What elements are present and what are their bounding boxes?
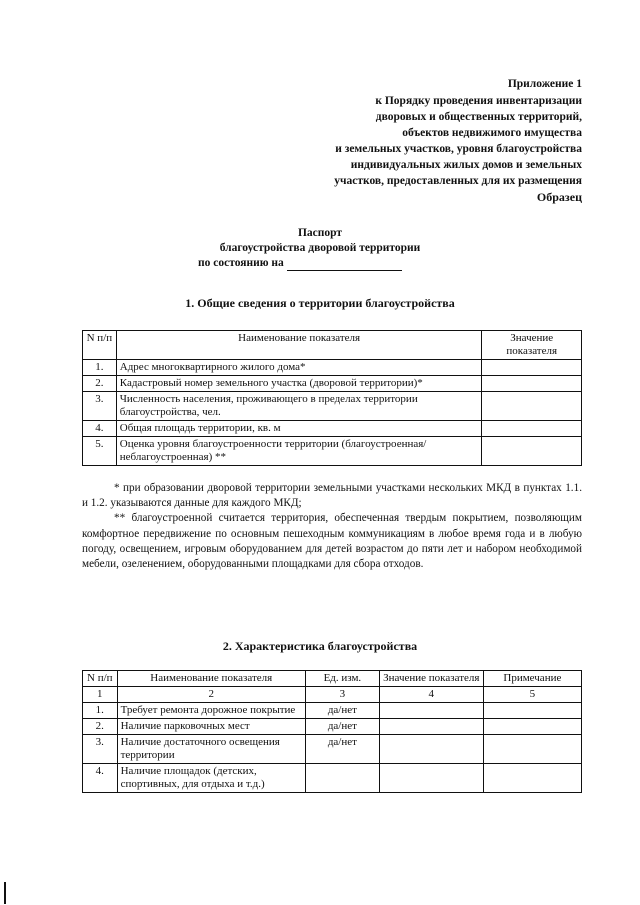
passport-date-label: по состоянию на [198, 257, 284, 269]
header-value: Значение показателя [379, 671, 483, 687]
appendix-line: объектов недвижимого имущества [402, 127, 582, 139]
row-unit: да/нет [305, 703, 379, 719]
row-value-cell[interactable] [379, 735, 483, 764]
row-n: 1. [83, 703, 118, 719]
row-n: 2. [83, 719, 118, 735]
row-note-cell[interactable] [483, 703, 581, 719]
row-name: Наличие парковочных мест [117, 719, 305, 735]
row-value-cell[interactable] [482, 437, 582, 466]
col-number: 4 [379, 687, 483, 703]
page-edge-mark [4, 882, 6, 904]
table-header-row [83, 671, 582, 687]
section1-title: 1. Общие сведения о территории благоустройства [185, 296, 455, 310]
appendix-line: участков, предоставленных для их размещения [334, 175, 582, 187]
row-name: Общая площадь территории, кв. м [116, 421, 482, 437]
general-info-table [82, 330, 582, 466]
row-value-cell[interactable] [482, 421, 582, 437]
table-row [83, 437, 582, 466]
appendix-line: и земельных участков, уровня благоустройства [335, 143, 582, 155]
header-value: Значение показателя [482, 331, 582, 360]
row-n: 5. [83, 437, 117, 466]
row-n: 3. [83, 735, 118, 764]
passport-heading [150, 226, 490, 271]
section2-title: 2. Характеристика благоустройства [222, 639, 418, 653]
col-number: 1 [83, 687, 118, 703]
sample-label: Образец [536, 190, 582, 204]
table-row [83, 421, 582, 437]
row-name: Требует ремонта дорожное покрытие [117, 703, 305, 719]
appendix-line: дворовых и общественных территорий, [375, 111, 582, 123]
footnotes [82, 481, 582, 572]
header-unit: Ед. изм. [305, 671, 379, 687]
row-name: Численность населения, проживающего в пределах территории благоустройства, чел. [116, 392, 482, 421]
footnote-1: * при образовании дворовой территории земельными участками нескольких МКД в пунктах 1.1. и 1.2. указываются данные для каждого МКД; [82, 482, 582, 510]
row-n: 3. [83, 392, 117, 421]
table-row [83, 360, 582, 376]
row-unit: да/нет [305, 735, 379, 764]
row-note-cell[interactable] [483, 735, 581, 764]
header-name: Наименование показателя [117, 671, 305, 687]
col-number: 5 [483, 687, 581, 703]
row-name: Наличие площадок (детских, спортивных, для отдыха и т.д.) [117, 764, 305, 793]
row-value-cell[interactable] [482, 360, 582, 376]
table-row [83, 703, 582, 719]
row-name: Адрес многоквартирного жилого дома* [116, 360, 482, 376]
row-n: 2. [83, 376, 117, 392]
header-n: N п/п [83, 671, 118, 687]
table-row [83, 392, 582, 421]
table-row [83, 376, 582, 392]
table-row [83, 719, 582, 735]
footnote-2: ** благоустроенной считается территория, обеспеченная твердым покрытием, позволяющим комфортное передвижение по основным пешеходным коммуникациям в любое время года и в любую погоду, освещением, игровым оборудованием для детей возрастом до пяти лет и набором необходимой мебели, озеленением, оборудованными площадками для сбора отходов. [82, 512, 582, 571]
row-value-cell[interactable] [482, 392, 582, 421]
row-note-cell[interactable] [483, 719, 581, 735]
row-note-cell[interactable] [483, 764, 581, 793]
row-unit: да/нет [305, 719, 379, 735]
date-blank-field[interactable] [287, 258, 402, 271]
col-number: 2 [117, 687, 305, 703]
header-note: Примечание [483, 671, 581, 687]
appendix-line: к Порядку проведения инвентаризации [375, 95, 582, 107]
appendix-header [334, 76, 582, 189]
row-value-cell[interactable] [379, 719, 483, 735]
passport-date-line [150, 256, 490, 271]
row-value-cell[interactable] [482, 376, 582, 392]
appendix-line: индивидуальных жилых домов и земельных [350, 159, 582, 171]
row-n: 1. [83, 360, 117, 376]
column-number-row [83, 687, 582, 703]
row-n: 4. [83, 764, 118, 793]
col-number: 3 [305, 687, 379, 703]
passport-subtitle: благоустройства дворовой территории [219, 242, 421, 254]
row-unit [305, 764, 379, 793]
row-name: Кадастровый номер земельного участка (дворовой территории)* [116, 376, 482, 392]
header-name: Наименование показателя [116, 331, 482, 360]
row-name: Наличие достаточного освещения территории [117, 735, 305, 764]
passport-title: Паспорт [297, 227, 343, 239]
row-value-cell[interactable] [379, 764, 483, 793]
row-name: Оценка уровня благоустроенности территории (благоустроенная/ неблагоустроенная) ** [116, 437, 482, 466]
row-value-cell[interactable] [379, 703, 483, 719]
table-row [83, 764, 582, 793]
table-header-row [83, 331, 582, 360]
characteristics-table [82, 670, 582, 793]
appendix-title: Приложение 1 [507, 78, 582, 90]
header-n: N п/п [83, 331, 117, 360]
table-row [83, 735, 582, 764]
row-n: 4. [83, 421, 117, 437]
